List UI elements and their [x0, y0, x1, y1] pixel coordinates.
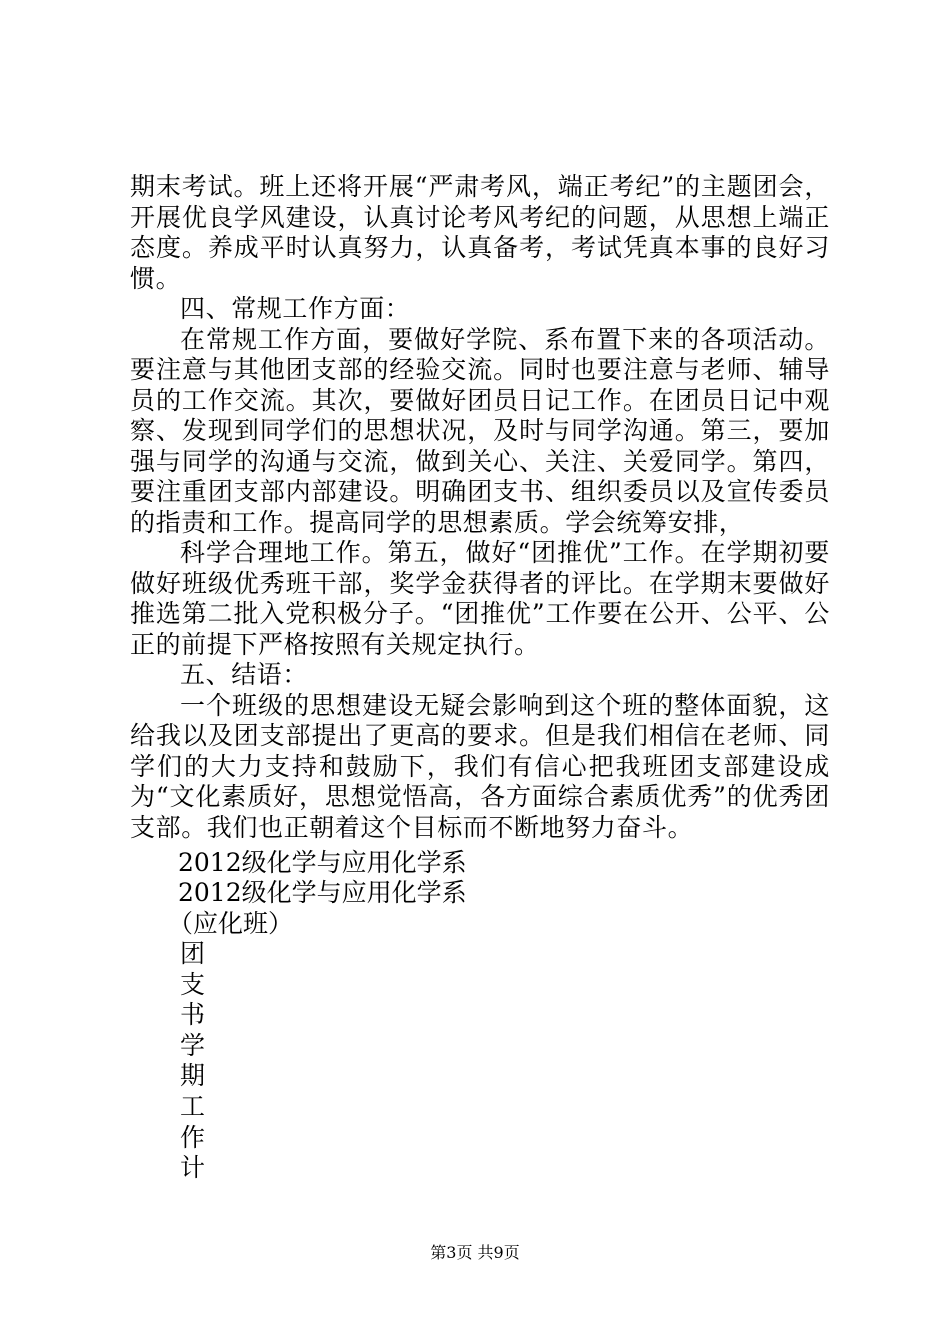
vertical-title [180, 939, 210, 1184]
signature-department-2: 2012级化学与应用化学系 [178, 878, 467, 907]
heading-conclusion: 五、结语： [180, 660, 309, 689]
vertical-title-char: 支 [180, 969, 206, 999]
heading-routine-work: 四、常规工作方面： [180, 294, 411, 323]
vertical-title-char: 作 [180, 1122, 206, 1152]
vertical-title-char: 期 [180, 1061, 206, 1091]
paragraph-conclusion: 一个班级的思想建设无疑会影响到这个班的整体面貌，这给我以及团支部提出了更高的要求。但是我们相信在老师、同学们的大力支持和鼓励下，我们有信心把我班团支部建设成为“文化素质好，思想觉悟高，各方面综合素质优秀”的优秀团支部。我们也正朝着这个目标而不断地努力奋斗。 [130, 690, 830, 842]
vertical-title-char: 学 [180, 1030, 206, 1060]
paragraph-work-scientifically: 科学合理地工作。第五，做好“团推优”工作。在学期初要做好班级优秀班干部，奖学金获得者的评比。在学期末要做好推选第二批入党积极分子。“团推优”工作要在公开、公平、公正的前提下严格按照有关规定执行。 [130, 538, 830, 659]
paragraph-exam-continuation: 期末考试。班上还将开展“严肃考风，端正考纪”的主题团会，开展优良学风建设，认真讨论考风考纪的问题，从思想上端正态度。养成平时认真努力，认真备考，考试凭真本事的良好习惯。 [130, 172, 830, 293]
vertical-title-char: 计 [180, 1153, 206, 1183]
signature-department-1: 2012级化学与应用化学系 [178, 848, 467, 877]
vertical-title-char: 书 [180, 1000, 206, 1030]
document-body [130, 172, 830, 843]
vertical-title-char: 团 [180, 939, 206, 968]
signature-class: （应化班） [168, 909, 294, 938]
paragraph-routine-work: 在常规工作方面，要做好学院、系布置下来的各项活动。要注意与其他团支部的经验交流。同时也要注意与老师、辅导员的工作交流。其次，要做好团员日记工作。在团员日记中观察、发现到同学们的思想状况，及时与同学沟通。第三，要加强与同学的沟通与交流，做到关心、关注、关爱同学。第四，要注重团支部内部建设。明确团支书、组织委员以及宣传委员的指责和工作。提高同学的思想素质。学会统筹安排， [130, 324, 830, 537]
vertical-title-char: 工 [180, 1091, 206, 1121]
page-footer: 第3页 共9页 [430, 1243, 520, 1262]
